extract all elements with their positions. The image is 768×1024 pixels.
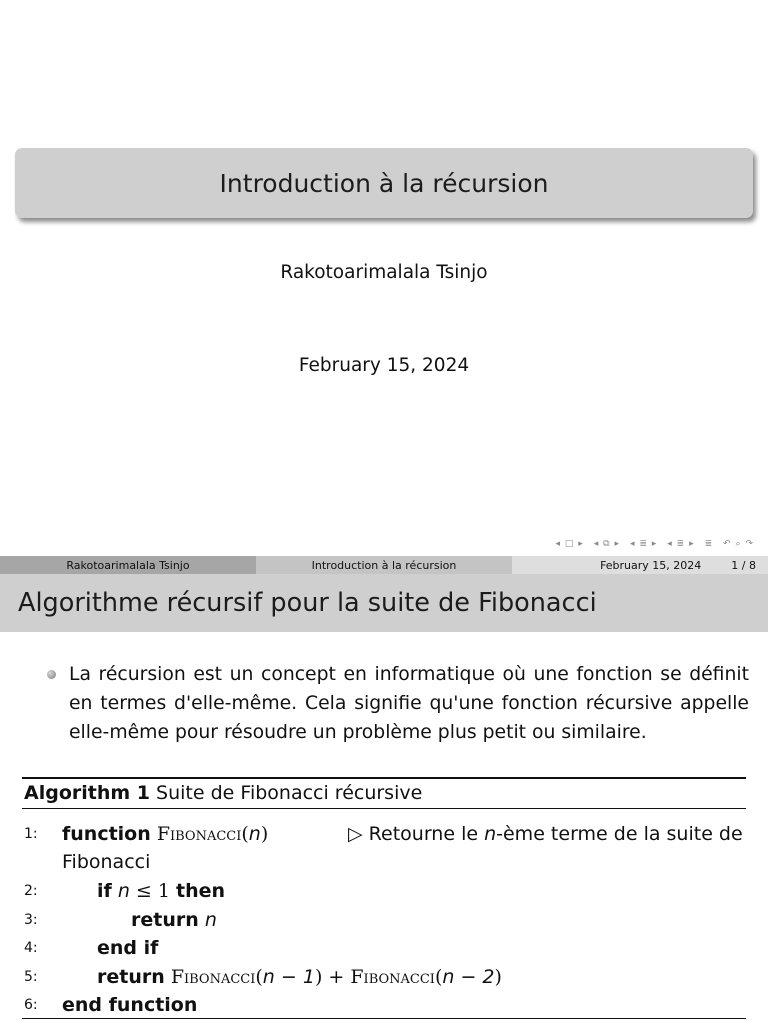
comment-n: n bbox=[484, 823, 497, 845]
condition-var: n bbox=[117, 880, 130, 902]
nav-section-icon[interactable]: ◂ ≣ ▸ bbox=[629, 539, 658, 549]
frame-title: Algorithme récursif pour la suite de Fibonacci bbox=[18, 588, 597, 618]
algorithm-mid-rule bbox=[22, 808, 746, 809]
bullet-text: La récursion est un concept en informatique où une fonction se définit en termes d'elle-même. Cela signifie qu'une fonction récursive appelle elle-même pour résoudre un problème plus petit ou similaire. bbox=[69, 664, 749, 743]
line-number: 1: bbox=[24, 826, 38, 842]
algorithm-line-3 bbox=[131, 906, 217, 934]
if-keyword: if bbox=[97, 880, 112, 902]
footline bbox=[0, 556, 768, 574]
line-number: 6: bbox=[24, 997, 38, 1013]
frame-title-bar bbox=[0, 574, 768, 632]
recursive-call-1-arg: n − 1 bbox=[262, 966, 315, 988]
footline-author: Rakotoarimalala Tsinjo bbox=[0, 556, 256, 574]
plus-sign: + bbox=[328, 966, 345, 988]
algorithm-line-5: return Fibonacci(n − 1) + Fibonacci(n − 2) bbox=[97, 966, 502, 988]
comment-continuation: Fibonacci bbox=[62, 851, 151, 873]
algorithm-line-1: function Fibonacci(n) bbox=[62, 823, 269, 845]
algorithm-line-6: end function bbox=[62, 994, 198, 1016]
function-name: Fibonacci bbox=[156, 823, 242, 845]
line-number: 4: bbox=[24, 940, 38, 956]
condition-relation: ≤ 1 bbox=[135, 880, 170, 902]
presentation-title: Introduction à la récursion bbox=[219, 168, 549, 198]
return-var: n bbox=[204, 909, 217, 931]
recursive-call-2-name: Fibonacci bbox=[350, 966, 435, 988]
title-box bbox=[15, 148, 753, 218]
beamer-navigation-bar bbox=[556, 539, 754, 549]
function-keyword: function bbox=[62, 823, 151, 845]
algorithm-label: Algorithm 1 bbox=[24, 782, 150, 804]
comment-text-2: -ème terme de la suite de bbox=[496, 823, 743, 845]
presentation-date: February 15, 2024 bbox=[298, 355, 470, 376]
nav-appendix-icon[interactable]: ≣ bbox=[704, 539, 714, 549]
algorithm-caption bbox=[24, 779, 422, 807]
param-n: n bbox=[248, 823, 261, 845]
return-keyword-2: return bbox=[97, 966, 165, 988]
nav-subsection-icon[interactable]: ◂ ⧉ ▸ bbox=[593, 539, 620, 549]
footline-page-number: 1 / 8 bbox=[731, 558, 756, 572]
then-keyword: then bbox=[176, 880, 226, 902]
algorithm-line-4: end if bbox=[97, 937, 159, 959]
nav-frame-icon[interactable]: ◂ □ ▸ bbox=[555, 539, 584, 549]
line-number: 5: bbox=[24, 969, 38, 985]
nav-search-icon[interactable]: ↶ ⌕ ↷ bbox=[723, 539, 754, 549]
algorithm-bottom-rule bbox=[22, 1018, 746, 1019]
line-number: 3: bbox=[24, 912, 38, 928]
recursive-call-2-arg: n − 2 bbox=[442, 966, 495, 988]
footline-right bbox=[512, 556, 768, 574]
algorithm-caption-text: Suite de Fibonacci récursive bbox=[156, 782, 423, 804]
author-name: Rakotoarimalala Tsinjo bbox=[280, 262, 488, 283]
footline-date: February 15, 2024 bbox=[600, 558, 702, 572]
bullet-icon bbox=[47, 670, 56, 679]
algorithm-line-2 bbox=[97, 877, 225, 905]
return-keyword: return bbox=[131, 909, 199, 931]
recursive-call-1-name: Fibonacci bbox=[170, 966, 256, 988]
comment-text-1: Retourne le bbox=[368, 823, 485, 845]
line-number: 2: bbox=[24, 883, 38, 899]
algorithm-comment bbox=[348, 820, 743, 848]
nav-document-icon[interactable]: ◂ ≣ ▸ bbox=[667, 539, 695, 549]
comment-triangle-icon: ▷ bbox=[348, 823, 363, 845]
footline-title: Introduction à la récursion bbox=[256, 556, 512, 574]
